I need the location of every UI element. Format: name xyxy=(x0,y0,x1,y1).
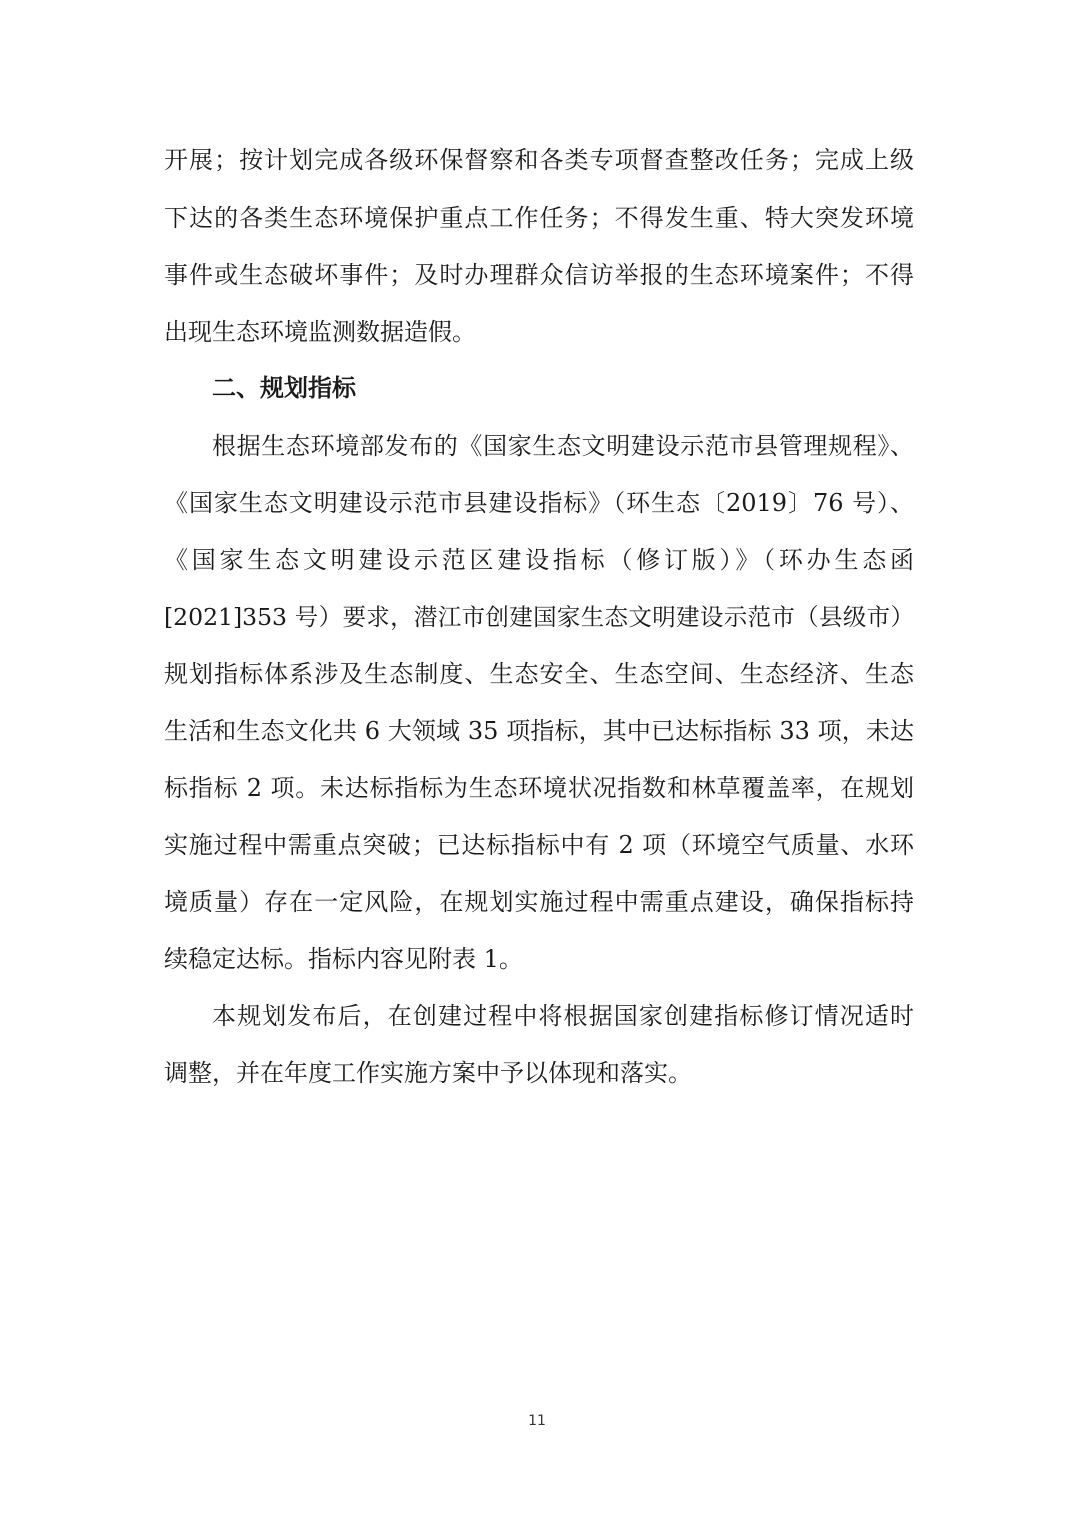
paragraph-line: 实施过程中需重点突破；已达标指标中有 2 项（环境空气质量、水环 xyxy=(164,831,914,859)
section-heading: 二、规划指标 xyxy=(212,373,356,402)
paragraph-line: 《国家生态文明建设示范区建设指标（修订版）》（环办生态函 xyxy=(164,546,914,574)
paragraph-line: 本规划发布后，在创建过程中将根据国家创建指标修订情况适时 xyxy=(212,1002,914,1030)
paragraph-line: 调整，并在年度工作实施方案中予以体现和落实。 xyxy=(164,1059,692,1087)
paragraph-line: 开展；按计划完成各级环保督察和各类专项督查整改任务；完成上级 xyxy=(164,146,914,174)
paragraph-line: 根据生态环境部发布的《国家生态文明建设示范市县管理规程》、 xyxy=(212,432,914,460)
paragraph-line: 境质量）存在一定风险，在规划实施过程中需重点建设，确保指标持 xyxy=(164,888,914,916)
paragraph-line: 下达的各类生态环境保护重点工作任务；不得发生重、特大突发环境 xyxy=(164,204,914,232)
paragraph-line: 《国家生态文明建设示范市县建设指标》（环生态〔2019〕76 号）、 xyxy=(164,489,914,517)
paragraph-line: 生活和生态文化共 6 大领域 35 项指标，其中已达标指标 33 项，未达 xyxy=(164,717,914,745)
paragraph-line: 事件或生态破坏事件；及时办理群众信访举报的生态环境案件；不得 xyxy=(164,261,914,289)
paragraph-line: 规划指标体系涉及生态制度、生态安全、生态空间、生态经济、生态 xyxy=(164,660,914,688)
paragraph-line: 续稳定达标。指标内容见附表 1。 xyxy=(164,945,523,973)
paragraph-line: 标指标 2 项。未达标指标为生态环境状况指数和林草覆盖率，在规划 xyxy=(164,774,914,802)
paragraph-line: 出现生态环境监测数据造假。 xyxy=(164,318,476,346)
page-number: 11 xyxy=(528,1413,546,1429)
paragraph-line: [2021]353 号）要求，潜江市创建国家生态文明建设示范市（县级市） xyxy=(164,603,914,631)
